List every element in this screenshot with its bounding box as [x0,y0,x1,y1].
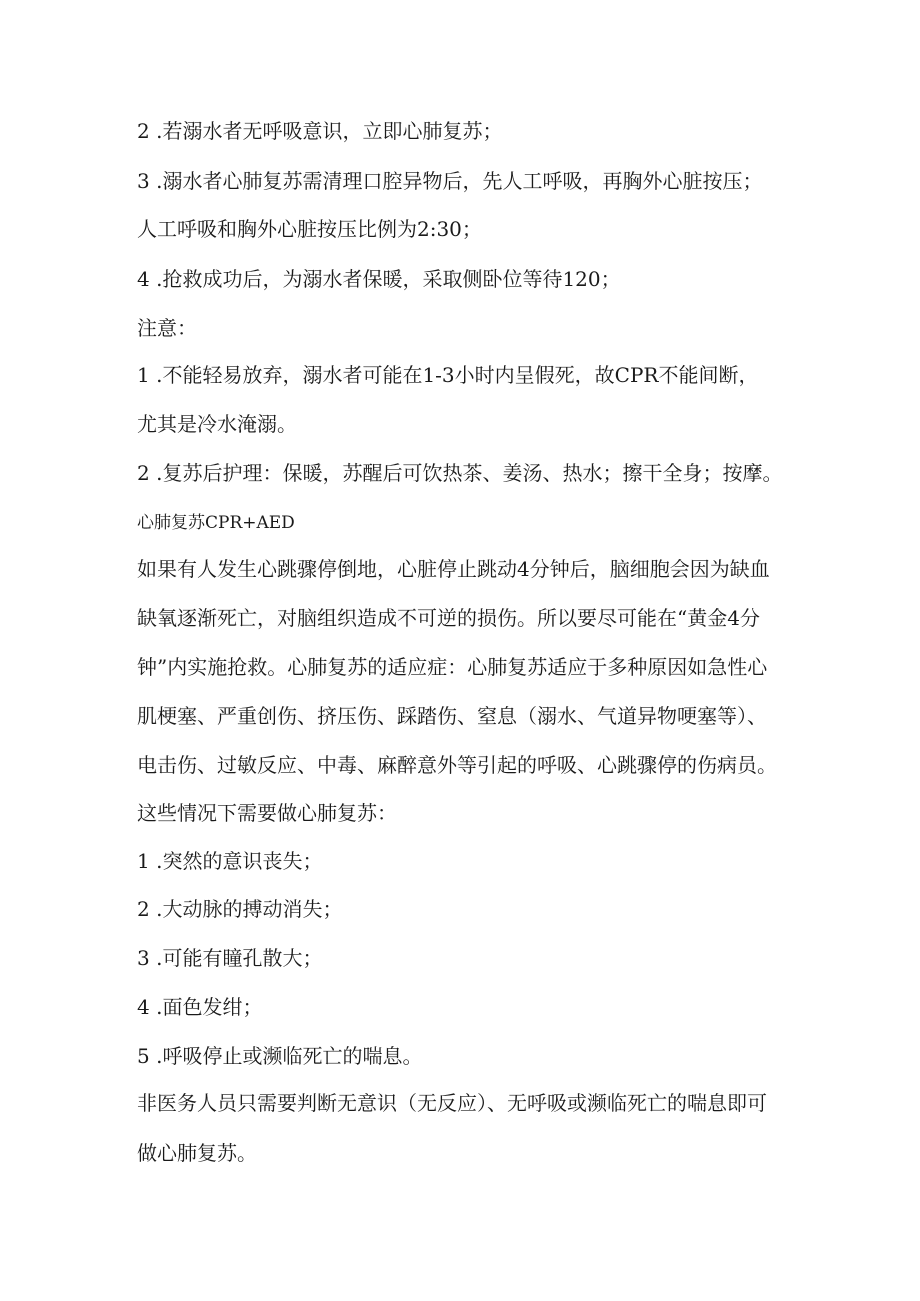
text-line: 3 .可能有瞳孔散大； [137,946,323,970]
text-line: 注意： [137,316,197,340]
text-line: 4 .面色发绀； [137,995,263,1019]
text-line: 电击伤、过敏反应、中毒、麻醉意外等引起的呼吸、心跳骤停的伤病员。 [137,753,777,777]
text-line: 这些情况下需要做心肺复苏： [137,801,397,825]
text-line: 3 .溺水者心肺复苏需清理口腔异物后，先人工呼吸，再胸外心脏按压； [137,169,763,193]
text-line: 2 .若溺水者无呼吸意识，立即心肺复苏； [137,119,503,143]
text-line: 2 .复苏后护理：保暖，苏醒后可饮热茶、姜汤、热水；擦干全身；按摩。 [137,461,783,485]
section-heading: 心肺复苏CPR+AED [137,513,295,533]
text-line: 钟”内实施抢救。心肺复苏的适应症：心肺复苏适应于多种原因如急性心 [137,655,768,679]
text-line: 做心肺复苏。 [137,1141,257,1165]
text-line: 1 .突然的意识丧失； [137,849,323,873]
text-line: 人工呼吸和胸外心脏按压比例为2:30； [137,217,482,241]
text-line: 非医务人员只需要判断无意识（无反应）、无呼吸或濒临死亡的喘息即可 [137,1091,767,1115]
text-line: 如果有人发生心跳骤停倒地，心脏停止跳动4分钟后，脑细胞会因为缺血 [137,557,770,581]
text-line: 肌梗塞、严重创伤、挤压伤、踩踏伤、窒息（溺水、气道异物哽塞等）、 [137,704,767,728]
text-line: 2 .大动脉的搏动消失； [137,897,343,921]
text-line: 4 .抢救成功后，为溺水者保暖，采取侧卧位等待120； [137,267,621,291]
text-line: 5 .呼吸停止或濒临死亡的喘息。 [137,1044,423,1068]
text-line: 缺氧逐渐死亡，对脑组织造成不可逆的损伤。所以要尽可能在“黄金4分 [137,606,760,630]
text-line: 尤其是冷水淹溺。 [137,412,297,436]
text-line: 1 .不能轻易放弃，溺水者可能在1-3小时内呈假死，故CPR不能间断， [137,363,759,387]
